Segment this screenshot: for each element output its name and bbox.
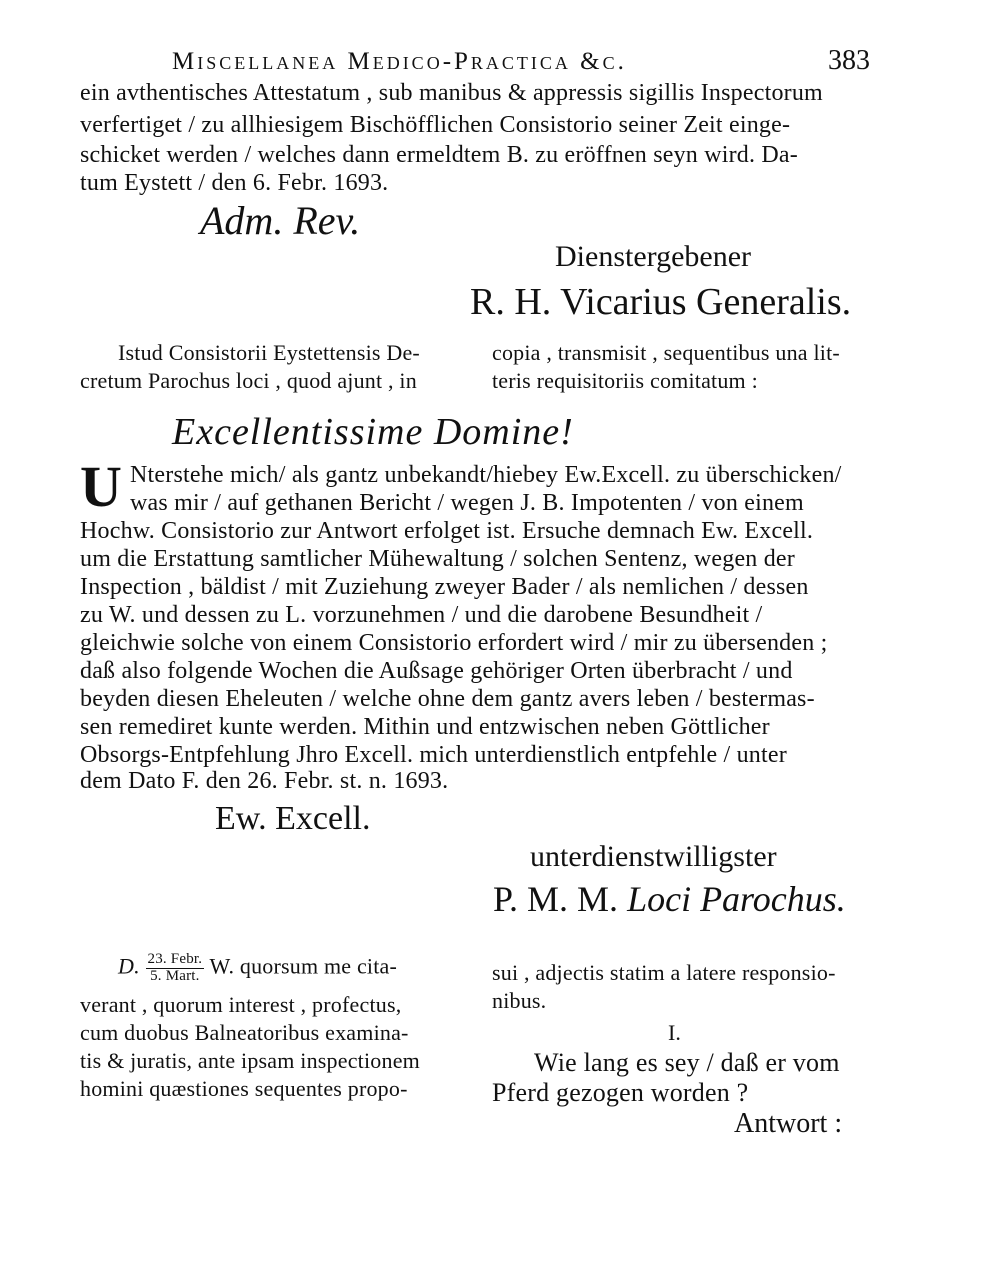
date-numerator: 23. Febr. <box>147 951 203 967</box>
date-prefix: D. <box>118 953 140 979</box>
page-number: 383 <box>828 45 870 76</box>
intro-right-line-2: teris requisitoriis comitatum : <box>492 368 758 393</box>
bottom-left-line-3: cum duobus Balneatoribus examina- <box>80 1020 409 1045</box>
intro-left-line-2: cretum Parochus loci , quod ajunt , in <box>80 368 417 393</box>
date-fraction <box>146 952 205 985</box>
top-line-3: schicket werden / welches dann ermeldtem B. zu eröffnen seyn wird. Da- <box>80 142 798 168</box>
letter-signature <box>493 878 846 920</box>
answer-label: Antwort : <box>734 1108 843 1139</box>
running-title: Miscellanea Medico-Practica &c. <box>172 48 627 75</box>
letter-line-2: was mir / auf gethanen Bericht / wegen J. B. Impotenten / von einem <box>130 490 804 516</box>
top-salutation: Adm. Rev. <box>200 198 361 243</box>
letter-line-11: Obsorgs-Entpfehlung Jhro Excell. mich unterdienstlich entpfehle / unter <box>80 742 787 768</box>
letter-line-4: um die Erstattung samtlicher Mühewaltung / solchen Sentenz, wegen der <box>80 546 795 572</box>
letter-heading: Excellentissime Domine! <box>172 411 574 453</box>
intro-right-line-1: copia , transmisit , sequentibus una lit- <box>492 340 840 365</box>
letter-line-8: daß also folgende Wochen die Außsage gehöriger Orten überbracht / und <box>80 658 793 684</box>
top-signature: R. H. Vicarius Generalis. <box>470 281 852 323</box>
intro-left-line-1: Istud Consistorii Eystettensis De- <box>118 340 420 365</box>
letter-line-7: gleichwie solche von einem Consistorio erfordert wird / mir zu übersenden ; <box>80 630 828 656</box>
letter-line-3: Hochw. Consistorio zur Antwort erfolget ist. Ersuche demnach Ew. Excell. <box>80 518 814 544</box>
letter-line-12: dem Dato F. den 26. Febr. st. n. 1693. <box>80 768 449 794</box>
bottom-left-line-5: homini quæstiones sequentes propo- <box>80 1076 408 1101</box>
letter-line-5: Inspection , bäldist / mit Zuziehung zweyer Bader / als nemlichen / dessen <box>80 574 809 600</box>
top-line-4: tum Eystett / den 6. Febr. 1693. <box>80 170 389 196</box>
top-line-2: verfertiget / zu allhiesigem Bischöfflichen Consistorio seiner Zeit einge- <box>80 112 791 138</box>
signature-title: Loci Parochus. <box>627 879 846 919</box>
question-line-2: Pferd gezogen worden ? <box>492 1078 749 1107</box>
signature-initials: P. M. M. <box>493 879 619 919</box>
bottom-left-line-2: verant , quorum interest , profectus, <box>80 992 402 1017</box>
letter-line-9: beyden diesen Eheleuten / welche ohne dem gantz avers leben / bestermas- <box>80 686 815 712</box>
bottom-left-first-line <box>118 952 397 985</box>
bottom-right-line-2: nibus. <box>492 988 547 1013</box>
question-line-1: Wie lang es sey / daß er vom <box>534 1048 840 1077</box>
bottom-left-line-4: tis & juratis, ante ipsam inspectionem <box>80 1048 420 1073</box>
top-closing: Dienstergebener <box>555 240 752 273</box>
letter-line-1: Nterstehe mich/ als gantz unbekandt/hiebey Ew.Excell. zu überschicken/ <box>130 462 842 488</box>
top-line-1: ein avthentisches Attestatum , sub manibus & appressis sigillis Inspectorum <box>80 80 823 106</box>
date-denominator: 5. Mart. <box>150 967 200 984</box>
letter-salutation: Ew. Excell. <box>215 800 371 837</box>
letter-line-10: sen remediret kunte werden. Mithin und entzwischen neben Göttlicher <box>80 714 770 740</box>
bottom-left-line-1: W. quorsum me cita- <box>209 953 398 979</box>
question-number: I. <box>668 1020 681 1045</box>
drop-cap: U <box>80 454 122 519</box>
letter-line-6: zu W. und dessen zu L. vorzunehmen / und die darobene Besundheit / <box>80 602 763 628</box>
letter-closing: unterdienstwilligster <box>530 840 777 873</box>
bottom-right-line-1: sui , adjectis statim a latere responsio- <box>492 960 836 985</box>
